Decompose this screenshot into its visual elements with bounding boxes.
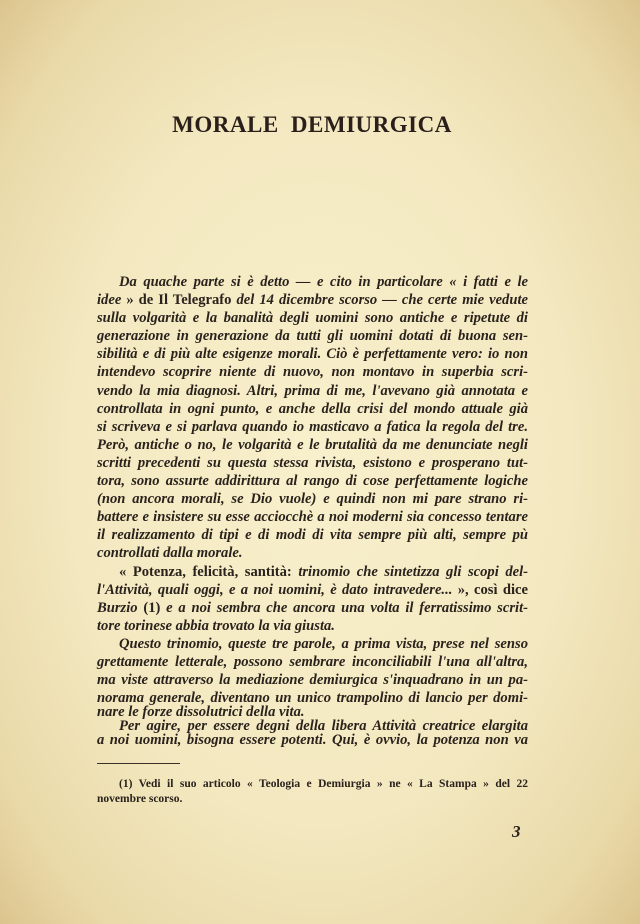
text-line — [97, 436, 528, 454]
text-segment: idee — [97, 292, 122, 309]
text-segment: del 14 dicembre scorso — che certe mie vedute — [236, 292, 529, 309]
text-line — [97, 635, 528, 653]
text-segment: e a noi sembra che ancora una volta il ferratissimo scrit- — [160, 599, 528, 616]
text-line — [97, 490, 528, 508]
text-segment: Per agire, per essere degni della libera Attività creatrice elargita — [119, 718, 528, 735]
text-segment: « Potenza, felicità, santità: — [119, 563, 299, 580]
text-segment: Però, antiche o no, le volgarità e le brutalità da me denunciate negli — [97, 436, 528, 453]
text-segment: intendevo scoprire niente di nuovo, non montavo in superbia scri- — [97, 364, 528, 381]
text-line — [97, 563, 528, 581]
text-segment: sibilità e di più alte esigenze morali. Ciò è perfettamente vero: io non — [97, 346, 528, 363]
text-line — [97, 273, 528, 291]
text-segment: battere e insistere su esse acciocchè a noi moderni sia concesso tentare — [97, 509, 528, 526]
text-segment: (non ancora morali, se Dio vuole) e quindi non mi pare strano ri- — [97, 491, 528, 508]
text-line — [97, 363, 528, 381]
text-line — [97, 291, 528, 309]
text-segment: », così dice — [452, 581, 529, 598]
article-body — [97, 273, 528, 750]
text-segment: tore torinese abbia trovato la via giusta. — [97, 617, 335, 634]
text-line — [97, 309, 528, 327]
text-line — [97, 382, 528, 400]
text-segment: Questo trinomio, queste tre parole, a prima vista, prese nel senso — [119, 635, 528, 652]
text-segment: trinomio che sintetizza gli scopi del- — [298, 563, 529, 580]
text-segment: tora, sono assurte addirittura al rango di cose perfettamente logiche — [97, 473, 528, 490]
page-title: MORALE DEMIURGICA — [172, 112, 452, 137]
text-line — [97, 454, 528, 472]
text-segment: » de Il Telegrafo — [121, 292, 237, 309]
text-segment: l'Attività, quali oggi, e a noi uomini, è dato intravedere... — [97, 581, 453, 598]
text-line — [97, 581, 528, 599]
text-segment: generazione in generazione da tutti gli uomini dotati di buona sen- — [97, 328, 528, 345]
text-line — [97, 508, 528, 526]
text-segment: il realizzamento di tipi e di modi di vita sempre più alti, sempre pù — [97, 527, 528, 544]
text-line — [97, 653, 528, 671]
text-line — [97, 418, 528, 436]
text-line — [97, 617, 528, 635]
text-segment: controllata in ogni punto, e anche della crisi del mondo attuale già — [97, 400, 528, 417]
page-number: 3 — [512, 822, 521, 841]
text-segment: si scriveva e si parlava quando io masticavo a fatica la regola del tre. — [97, 418, 528, 435]
text-segment: Burzio — [97, 599, 144, 616]
text-segment: nare le forze dissolutrici della vita. — [97, 704, 305, 721]
text-line — [97, 345, 528, 363]
text-segment: controllati dalla morale. — [97, 545, 243, 562]
footnote-line: novembre scorso. — [97, 793, 183, 805]
text-segment: (1) — [143, 599, 161, 616]
text-segment: ma viste attraverso la mediazione demiurgica s'inquadrano in un pa- — [97, 672, 528, 689]
text-segment: sulla volgarità e la banalità degli uomini sono antiche e ripetute di — [97, 310, 528, 327]
text-segment: Da quache parte si è detto — e cito in particolare « i fatti e le — [119, 274, 528, 290]
text-line — [97, 599, 528, 617]
text-segment: vendo la mia diagnosi. Altri, prima di me, l'avevano già annotata e — [97, 382, 528, 399]
text-segment: grettamente letterale, possono sembrare inconciliabili l'una all'altra, — [97, 653, 528, 670]
text-line — [97, 400, 528, 418]
text-segment: norama generale, diventano un unico trampolino di lancio per domi- — [97, 690, 528, 707]
text-line — [97, 544, 528, 562]
footnote — [97, 777, 528, 807]
footnote-line: (1) Vedi il suo articolo « Teologia e Demiurgia » ne « La Stampa » del 22 — [119, 778, 528, 790]
text-line — [97, 472, 528, 490]
text-line — [97, 526, 528, 544]
text-line — [97, 731, 528, 749]
text-line — [97, 671, 528, 689]
text-segment: scritti precedenti su questa stessa rivista, esistono e prosperano tut- — [97, 454, 528, 471]
text-segment: a noi uomini, bisogna essere potenti. Qui, è ovvio, la potenza non va — [97, 732, 528, 749]
footnote-divider — [97, 763, 180, 764]
text-line — [97, 327, 528, 345]
